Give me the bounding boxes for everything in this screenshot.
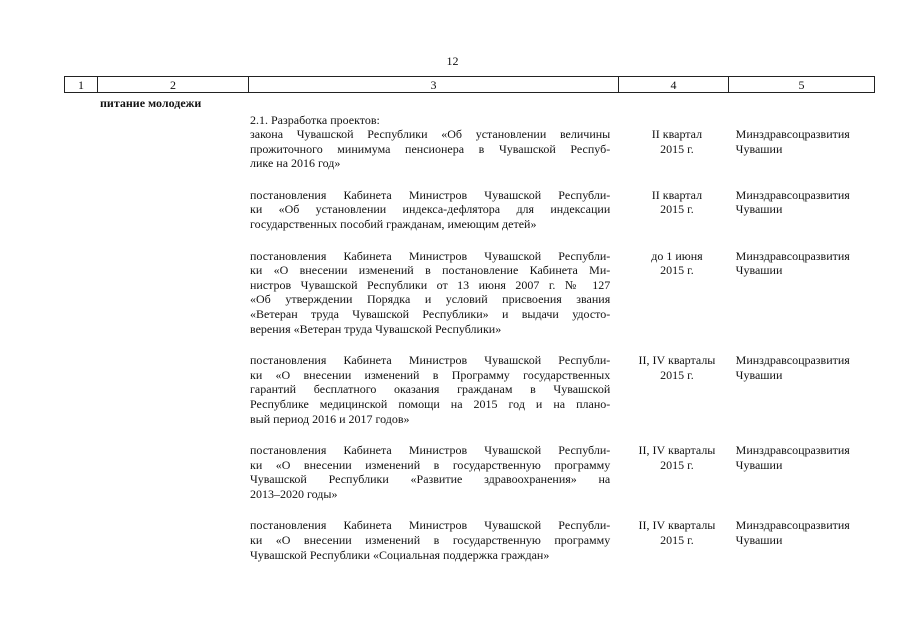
entry-description-line: ки «О внесении изменений в постановление Кабинета Ми-: [250, 263, 611, 278]
entry-deadline-line: II, IV кварталы: [638, 353, 716, 368]
entry-description-line: постановления Кабинета Министров Чувашской Республи-: [250, 248, 611, 263]
entry-description-line: 2013–2020 годы»: [250, 486, 338, 501]
entry-responsible: [736, 127, 875, 171]
document-entry: [250, 518, 875, 562]
entry-deadline: [618, 127, 735, 171]
document-entry: [250, 249, 875, 337]
entry-deadline-line: до 1 июня: [651, 248, 703, 263]
column-number-3: 3: [249, 77, 619, 93]
section-title: 2.1. Разработка проектов:: [250, 113, 380, 127]
entry-deadline-line: 2015 г.: [660, 263, 694, 278]
column-number-2: 2: [98, 77, 249, 93]
entry-description-line: гарантий бесплатного оказания гражданам в Чувашской: [250, 382, 611, 397]
entry-description-line: ки «О внесении изменений в Программу государственных: [250, 367, 611, 382]
document-entry: [250, 443, 875, 501]
entry-responsible-line: Минздравсоцразвития: [735, 518, 850, 533]
entry-responsible-line: Чувашии: [735, 202, 783, 217]
entry-description-line: лике на 2016 год»: [250, 156, 341, 171]
entry-deadline: [618, 443, 735, 501]
entry-description-line: ки «Об установлении индекса-дефлятора для индексации: [250, 202, 611, 217]
entry-responsible-line: Минздравсоцразвития: [735, 187, 850, 202]
entry-deadline: [618, 353, 735, 426]
entry-description: [250, 249, 610, 337]
entry-deadline-line: II квартал: [651, 187, 703, 202]
entry-description-line: «Ветеран труда Чувашской Республики» и выдачи удосто-: [250, 306, 611, 321]
entry-deadline: [618, 249, 735, 337]
column-number-1: 1: [65, 77, 98, 93]
entry-description-line: ки «О внесении изменений в государственную программу: [250, 533, 611, 548]
entry-deadline-line: 2015 г.: [660, 141, 694, 156]
entry-description-line: ки «О внесении изменений в государственную программу: [250, 457, 611, 472]
entry-description: [250, 188, 610, 232]
entry-responsible-line: Чувашии: [735, 141, 783, 156]
entry-responsible: [736, 249, 875, 337]
entry-deadline: [618, 518, 735, 562]
entry-description-line: постановления Кабинета Министров Чувашской Республи-: [250, 443, 611, 458]
entry-responsible-line: Минздравсоцразвития: [735, 353, 850, 368]
entry-description-line: верения «Ветеран труда Чувашской Республики»: [250, 321, 502, 336]
entry-responsible-line: Чувашии: [735, 457, 783, 472]
entry-description: [250, 443, 610, 501]
entry-description-line: Республике медицинской помощи на 2015 год и на плано-: [250, 396, 611, 411]
entry-responsible-line: Минздравсоцразвития: [735, 443, 850, 458]
entry-description-line: государственных пособий гражданам, имеющим детей»: [250, 216, 537, 231]
document-entry: [250, 127, 875, 171]
document-entry: [250, 353, 875, 426]
entry-responsible: [736, 188, 875, 232]
column-header-table: [64, 76, 875, 93]
entry-deadline: [618, 188, 735, 232]
entry-responsible-line: Чувашии: [735, 533, 783, 548]
entry-description-line: постановления Кабинета Министров Чувашской Республи-: [250, 518, 611, 533]
entry-description-line: постановления Кабинета Министров Чувашской Республи-: [250, 353, 611, 368]
entry-description-line: закона Чувашской Республики «Об установлении величины: [250, 127, 611, 141]
column-number-5: 5: [729, 77, 875, 93]
entry-responsible-line: Чувашии: [735, 367, 783, 382]
entry-responsible-line: Минздравсоцразвития: [735, 127, 850, 141]
entry-responsible-line: Минздравсоцразвития: [735, 248, 850, 263]
entry-description: [250, 518, 610, 562]
entry-description-line: «Об утверждении Порядка и условий присвоения звания: [250, 292, 611, 307]
entry-deadline-line: 2015 г.: [660, 202, 694, 217]
entry-description-line: Чувашской Республики «Социальная поддержка граждан»: [250, 547, 550, 562]
column-number-row: [65, 77, 875, 93]
document-entry: [250, 188, 875, 232]
entry-responsible-line: Чувашии: [735, 263, 783, 278]
entry-deadline-line: II, IV кварталы: [638, 443, 716, 458]
entry-description-line: постановления Кабинета Министров Чувашской Республи-: [250, 187, 611, 202]
entry-responsible: [736, 353, 875, 426]
entry-responsible: [736, 443, 875, 501]
entry-deadline-line: II, IV кварталы: [638, 518, 716, 533]
entry-deadline-line: 2015 г.: [660, 533, 694, 548]
entry-description-line: Чувашской Республики «Развитие здравоохранения» на: [250, 472, 611, 487]
entry-deadline-line: 2015 г.: [660, 367, 694, 382]
entry-responsible: [736, 518, 875, 562]
entry-description-line: прожиточного минимума пенсионера в Чувашской Респуб-: [250, 141, 611, 156]
row-heading: питание молодежи: [100, 96, 202, 110]
page-number: 12: [446, 54, 459, 68]
entry-deadline-line: II квартал: [651, 127, 703, 141]
entry-list: [250, 127, 875, 579]
entry-description: [250, 127, 610, 171]
entry-deadline-line: 2015 г.: [660, 457, 694, 472]
column-number-4: 4: [619, 77, 729, 93]
entry-description-line: нистров Чувашской Республики от 13 июня 2007 г. № 127: [250, 277, 611, 292]
entry-description: [250, 353, 610, 426]
entry-description-line: вый период 2016 и 2017 годов»: [250, 411, 410, 426]
